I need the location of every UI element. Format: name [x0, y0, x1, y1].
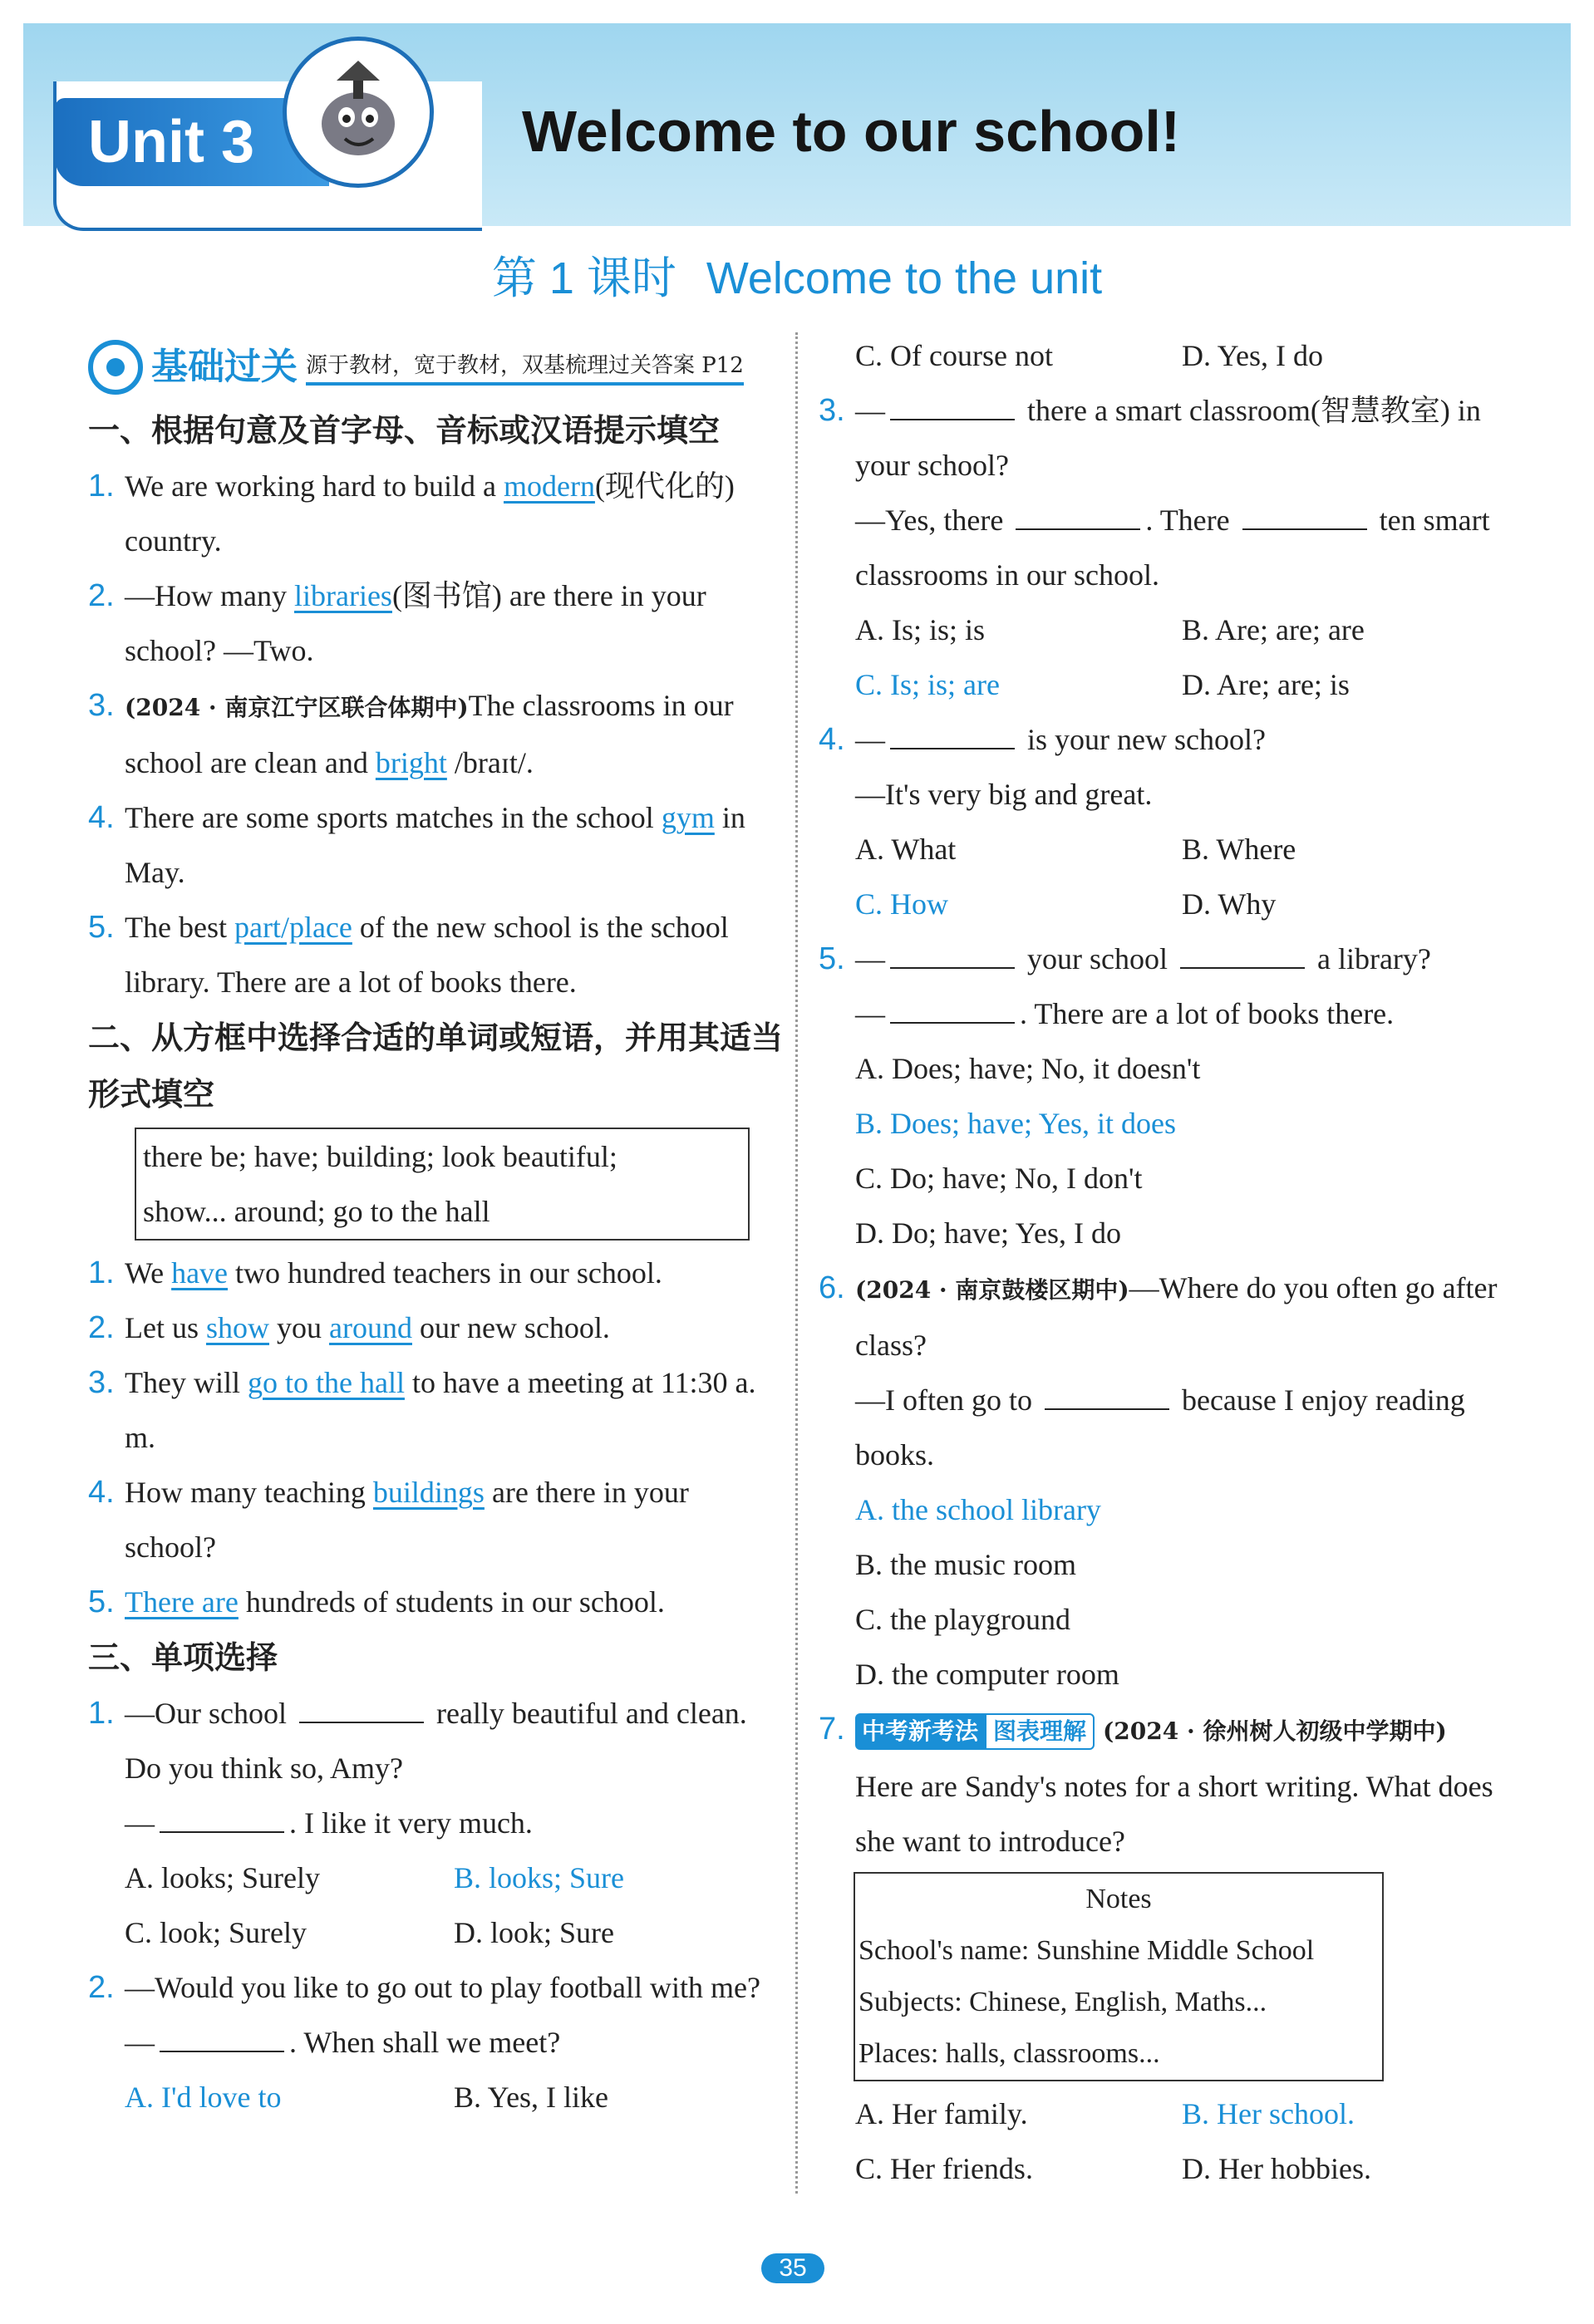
- mc-question: [819, 712, 1508, 931]
- question-source: (2024 · 南京鼓楼区期中): [855, 1276, 1129, 1304]
- option: A. Is; is; is: [855, 613, 986, 646]
- question-text: —: [855, 997, 885, 1030]
- question-number: 4.: [819, 722, 845, 757]
- question-text: —Where do you often go after class?: [855, 1271, 1498, 1362]
- option: D. look; Sure: [454, 1916, 614, 1949]
- mc-question: [819, 1260, 1508, 1702]
- blank: [890, 997, 1015, 1024]
- answer: show: [205, 1311, 269, 1344]
- blank: [890, 723, 1015, 749]
- answer: bright: [375, 746, 447, 779]
- question-text: —How many: [125, 579, 294, 612]
- option-correct: C. Is; is; are: [855, 668, 1000, 701]
- question-number: 7.: [819, 1712, 845, 1747]
- question-text: The best: [125, 911, 234, 944]
- question-number: 5.: [88, 1585, 115, 1619]
- option-correct: B. Her school.: [1182, 2097, 1355, 2130]
- blank: [299, 1697, 424, 1723]
- blank: [890, 942, 1015, 969]
- lesson-name: Welcome to the unit: [706, 253, 1103, 303]
- mascot-icon: [283, 37, 434, 188]
- question-text: are there in your school?: [125, 1476, 689, 1564]
- mc-question: [819, 383, 1508, 712]
- mc-question: [88, 1686, 783, 1960]
- blank: [160, 1806, 284, 1833]
- question-number: 3.: [88, 688, 115, 723]
- question-text: (现代化的) country.: [125, 469, 735, 558]
- question-text: a library?: [1309, 942, 1431, 975]
- blank: [1016, 504, 1140, 530]
- answer: There are: [125, 1585, 239, 1619]
- question-text: —I often go to: [855, 1383, 1040, 1417]
- option: D. Why: [1182, 887, 1277, 921]
- question-text: —Yes, there: [855, 504, 1011, 537]
- answer: part/place: [234, 911, 352, 944]
- question-text: . I like it very much.: [289, 1806, 533, 1840]
- question-text: there a smart classroom(智慧教室) in your school?: [855, 394, 1481, 482]
- column-divider: [795, 332, 798, 2194]
- question-text: because I enjoy reading books.: [855, 1383, 1465, 1472]
- notes-line: Subjects: Chinese, English, Maths...: [858, 1987, 1267, 2017]
- mc-question: [819, 931, 1508, 1260]
- question-text: your school: [1020, 942, 1175, 975]
- blank: [1180, 942, 1305, 969]
- answer: libraries: [293, 579, 392, 612]
- question-text: of the new school is the school library. There are a lot of books there.: [125, 911, 729, 999]
- part2-item: [88, 1246, 783, 1300]
- basics-header: [88, 332, 783, 402]
- part3-heading: 三、单项选择: [88, 1639, 278, 1676]
- option-correct: B. looks; Sure: [454, 1861, 625, 1894]
- option: C. the playground: [855, 1603, 1070, 1636]
- answer: around: [329, 1311, 412, 1344]
- lesson-title: [0, 243, 1594, 307]
- question-text: —Would you like to go out to play football with me?: [125, 1971, 760, 2004]
- page-number: 35: [761, 2253, 824, 2283]
- question-number: 3.: [88, 1365, 115, 1400]
- question-text: two hundred teachers in our school.: [228, 1256, 662, 1290]
- question-text: —It's very big and great.: [855, 778, 1153, 811]
- answer: modern: [503, 469, 595, 503]
- question-text: (图书馆) are there in your school? —Two.: [125, 579, 706, 667]
- question-text: /braɪt/.: [446, 746, 534, 779]
- question-source: (2024 · 徐州树人初级中学期中): [1103, 1717, 1447, 1745]
- part2-item: [88, 1355, 783, 1465]
- word-box-line: there be; have; building; look beautiful;: [143, 1140, 617, 1173]
- option: C. look; Surely: [125, 1916, 307, 1949]
- unit-label: Unit 3: [55, 98, 329, 186]
- blank: [1045, 1383, 1169, 1410]
- question-text: to have a meeting at 11:30 a. m.: [125, 1366, 756, 1454]
- blank: [160, 2026, 284, 2052]
- option: B. Yes, I like: [454, 2081, 609, 2114]
- question-number: 5.: [819, 941, 845, 976]
- option: D. the computer room: [855, 1658, 1119, 1691]
- word-box: [135, 1128, 750, 1241]
- left-column: [88, 332, 783, 2125]
- notes-line: School's name: Sunshine Middle School: [858, 1935, 1315, 1966]
- part1-item: [88, 790, 783, 900]
- question-text: Here are Sandy's notes for a short writing. What does she want to introduce?: [855, 1770, 1493, 1858]
- target-icon: [88, 340, 143, 395]
- lesson-number: 第 1 课时: [491, 253, 676, 303]
- option: A. What: [855, 833, 957, 866]
- question-number: 2.: [88, 1970, 115, 2005]
- question-text: . When shall we meet?: [289, 2026, 561, 2059]
- answer: go to the hall: [247, 1366, 405, 1399]
- part2-item: [88, 1465, 783, 1575]
- option: A. Her family.: [855, 2097, 1028, 2130]
- option: B. the music room: [855, 1548, 1076, 1581]
- question-source: (2024 · 南京江宁区联合体期中): [125, 694, 469, 721]
- option: D. Yes, I do: [1182, 339, 1324, 372]
- option-correct: C. How: [855, 887, 949, 921]
- answer: have: [171, 1256, 229, 1290]
- question-text: in May.: [125, 801, 745, 889]
- option: D. Her hobbies.: [1182, 2152, 1371, 2185]
- chart-tag: 图表理解: [985, 1713, 1095, 1750]
- option-correct: A. the school library: [855, 1493, 1101, 1526]
- question-text: our new school.: [411, 1311, 610, 1344]
- blank: [890, 394, 1015, 420]
- question-number: 4.: [88, 800, 115, 835]
- question-number: 1.: [88, 1255, 115, 1290]
- option: C. Her friends.: [855, 2152, 1033, 2185]
- question-text: ten smart classrooms in our school.: [855, 504, 1490, 592]
- question-text: —: [855, 942, 885, 975]
- question-text: —: [125, 2026, 155, 2059]
- notes-title: Notes: [1085, 1884, 1152, 1914]
- question-text: you: [269, 1311, 329, 1344]
- notes-line: Places: halls, classrooms...: [858, 2038, 1160, 2069]
- notes-box: [854, 1872, 1384, 2081]
- part1-item: [88, 568, 783, 678]
- question-number: 1.: [88, 1696, 115, 1731]
- question-text: —: [125, 1806, 155, 1840]
- question-text: . There are a lot of books there.: [1020, 997, 1395, 1030]
- question-text: How many teaching: [125, 1476, 373, 1509]
- right-column: [819, 328, 1508, 2196]
- question-text: really beautiful and clean. Do you think so, Amy?: [125, 1697, 747, 1785]
- part1-heading: 一、根据句意及首字母、音标或汉语提示填空: [88, 412, 721, 449]
- option-correct: A. I'd love to: [125, 2081, 282, 2114]
- question-text: There are some sports matches in the school: [125, 801, 662, 834]
- answer: buildings: [372, 1476, 485, 1509]
- option: D. Are; are; is: [1182, 668, 1350, 701]
- question-text: They will: [125, 1366, 248, 1399]
- question-text: —: [855, 723, 885, 756]
- part1-item: [88, 900, 783, 1010]
- part2-heading: 二、从方框中选择合适的单词或短语，并用其适当形式填空: [88, 1020, 784, 1113]
- option: C. Of course not: [855, 339, 1053, 372]
- question-text: is your new school?: [1020, 723, 1266, 756]
- question-text: hundreds of students in our school.: [238, 1585, 665, 1619]
- option-correct: B. Does; have; Yes, it does: [855, 1107, 1176, 1140]
- question-number: 3.: [819, 393, 845, 428]
- option: A. looks; Surely: [125, 1861, 321, 1894]
- option: A. Does; have; No, it doesn't: [855, 1052, 1201, 1085]
- part2-item: [88, 1300, 783, 1355]
- question-number: 2.: [88, 1310, 115, 1345]
- question-text: The classrooms in our school are clean and: [125, 689, 734, 779]
- question-number: 6.: [819, 1270, 845, 1305]
- mc-question: [819, 1702, 1508, 1869]
- option: C. Do; have; No, I don't: [855, 1162, 1143, 1195]
- mc-question: [88, 1960, 783, 2125]
- new-method-tag: 中考新考法: [855, 1713, 985, 1750]
- option: B. Where: [1182, 833, 1296, 866]
- option: B. Are; are; are: [1182, 613, 1365, 646]
- question-text: Let us: [125, 1311, 206, 1344]
- part2-item: [88, 1575, 783, 1629]
- part1-item: [88, 459, 783, 568]
- question-number: 1.: [88, 469, 115, 504]
- question-text: . There: [1145, 504, 1237, 537]
- question-text: We: [125, 1256, 172, 1290]
- question-number: 5.: [88, 910, 115, 945]
- answer: gym: [661, 801, 715, 834]
- question-number: 4.: [88, 1475, 115, 1510]
- unit-title: Welcome to our school!: [522, 99, 1181, 164]
- word-box-line: show... around; go to the hall: [143, 1195, 490, 1228]
- question-text: —Our school: [125, 1697, 294, 1730]
- question-text: —: [855, 394, 885, 427]
- basics-title: 基础过关: [151, 346, 298, 388]
- question-text: We are working hard to build a: [125, 469, 504, 503]
- part1-item: [88, 678, 783, 790]
- option: D. Do; have; Yes, I do: [855, 1216, 1121, 1250]
- basics-subtitle: 源于教材，宽于教材，双基梳理过关答案 P12: [306, 349, 744, 386]
- question-number: 2.: [88, 578, 115, 613]
- blank: [1242, 504, 1367, 530]
